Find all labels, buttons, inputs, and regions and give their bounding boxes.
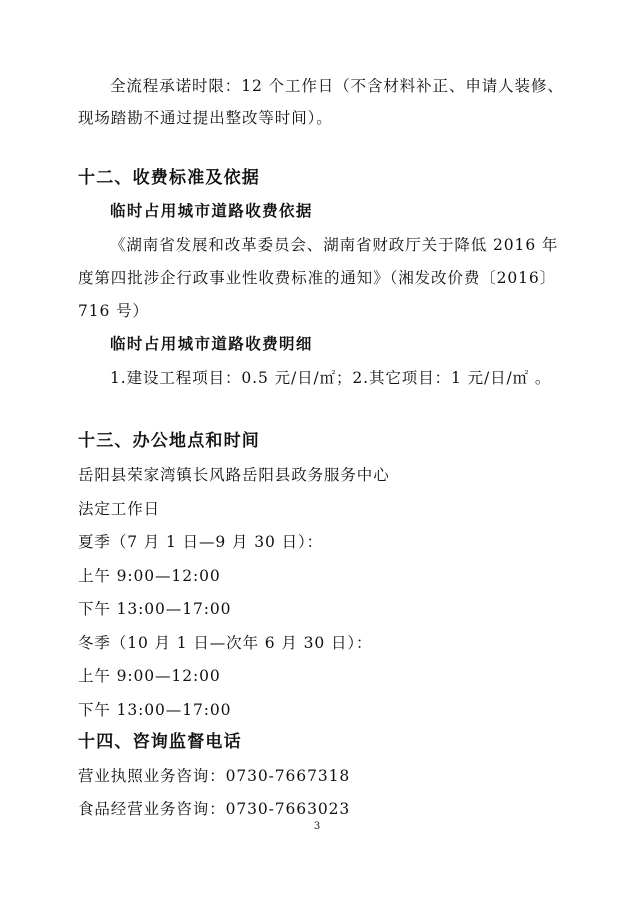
fee-basis-line-1: 《湖南省发展和改革委员会、湖南省财政厅关于降低 2016 年: [110, 236, 559, 254]
winter-label: 冬季（10 月 1 日—次年 6 月 30 日）：: [78, 634, 373, 652]
fee-basis-line-3: 716 号）: [78, 302, 149, 320]
winter-morning: 上午 9:00—12:00: [78, 667, 221, 685]
phone-food-business: 食品经营业务咨询：0730-7663023: [78, 800, 351, 818]
phone-business-license: 营业执照业务咨询：0730-7667318: [78, 767, 351, 785]
timelimit-line-1: 全流程承诺时限：12 个工作日（不含材料补正、申请人装修、: [110, 77, 564, 95]
section-14-heading: 十四、咨询监督电话: [78, 732, 242, 752]
winter-afternoon: 下午 13:00—17:00: [78, 701, 232, 719]
summer-afternoon: 下午 13:00—17:00: [78, 600, 232, 618]
workday-label: 法定工作日: [78, 500, 161, 518]
summer-label: 夏季（7 月 1 日—9 月 30 日）：: [78, 533, 324, 551]
section-13-heading: 十三、办公地点和时间: [78, 431, 260, 451]
page-number: 3: [313, 821, 321, 832]
timelimit-line-2: 现场踏勘不通过提出整改等时间）。: [78, 109, 333, 127]
summer-morning: 上午 9:00—12:00: [78, 567, 221, 585]
fee-detail-title: 临时占用城市道路收费明细: [110, 335, 313, 353]
office-address: 岳阳县荣家湾镇长风路岳阳县政务服务中心: [78, 466, 390, 484]
fee-basis-title: 临时占用城市道路收费依据: [110, 202, 313, 220]
fee-detail-line: 1.建设工程项目：0.5 元/日/㎡；2.其它项目：1 元/日/㎡ 。: [110, 369, 552, 387]
section-12-heading: 十二、收费标准及依据: [78, 168, 260, 188]
fee-basis-line-2: 度第四批涉企行政事业性收费标准的通知》（湘发改价费〔2016〕: [78, 269, 557, 287]
